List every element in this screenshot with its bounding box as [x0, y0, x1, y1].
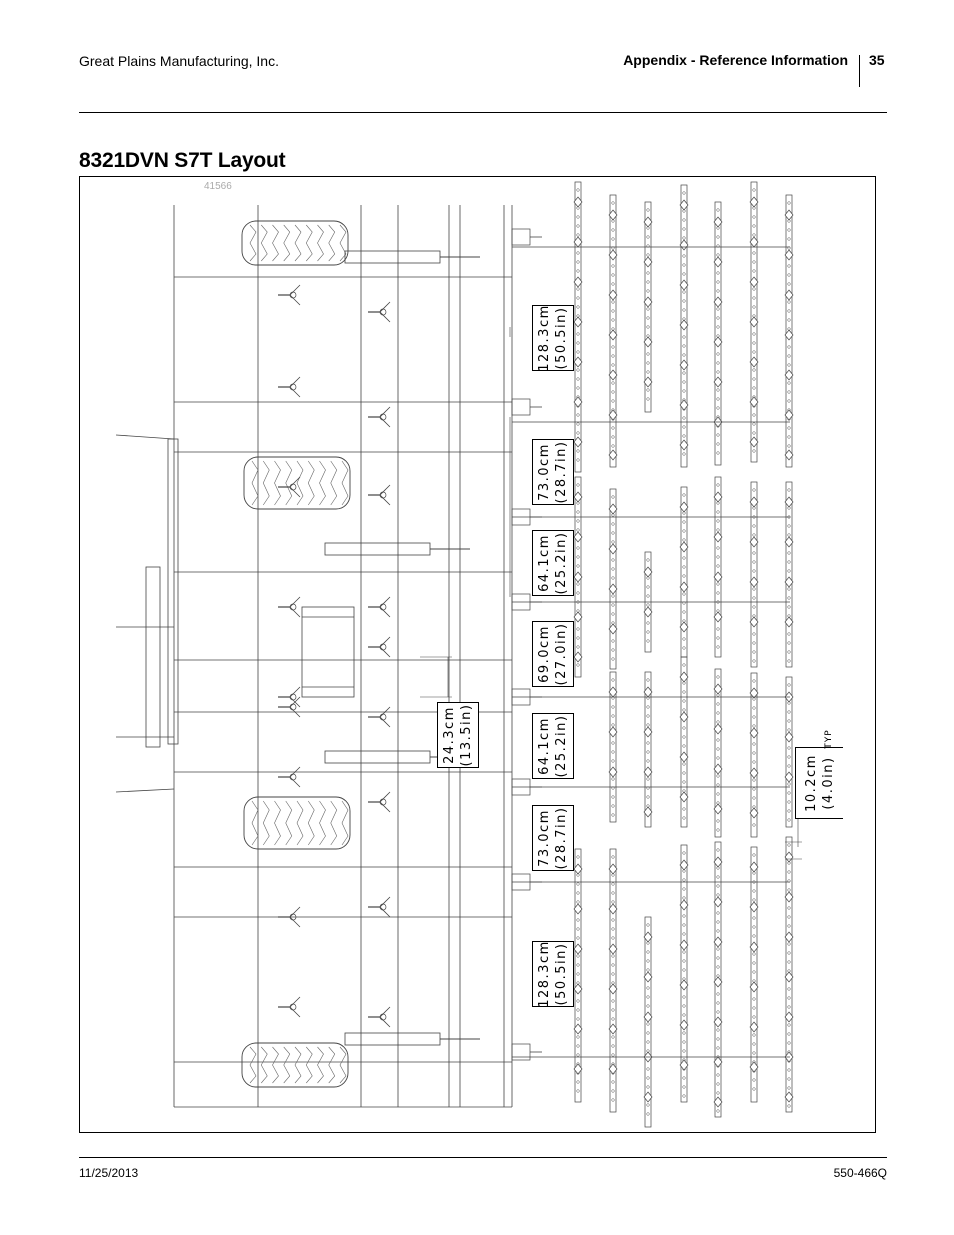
- dim-metric: 64.1cm: [537, 534, 552, 592]
- typ-label: TYP: [824, 729, 834, 749]
- dim-metric: 73.0cm: [537, 443, 552, 501]
- layout-figure: [79, 176, 876, 1133]
- header-divider: [859, 55, 860, 87]
- dim-box-5: [437, 702, 479, 768]
- dim-imperial: (28.7in): [554, 806, 569, 870]
- dim-imperial: (50.5in): [554, 942, 569, 1006]
- dim-box-9: [795, 747, 843, 819]
- figure-id: 41566: [204, 181, 232, 192]
- dim-box-3: [532, 530, 574, 596]
- dim-imperial: (27.0in): [554, 622, 569, 686]
- dim-imperial: (25.2in): [554, 714, 569, 778]
- page-number: 35: [869, 52, 885, 68]
- dim-metric: 73.0cm: [537, 809, 552, 867]
- dim-box-2: [532, 439, 574, 505]
- header-rule: [79, 112, 887, 113]
- footer-rule: [79, 1157, 887, 1158]
- page-title: 8321DVN S7T Layout: [79, 149, 286, 172]
- dim-metric: 24.3cm: [442, 706, 457, 764]
- footer-doc-number: 550-466Q: [833, 1166, 887, 1180]
- dim-box-1: [532, 305, 574, 371]
- dim-metric: 128.3cm: [537, 304, 552, 372]
- dim-metric: 64.1cm: [537, 717, 552, 775]
- dim-metric: 128.3cm: [537, 940, 552, 1008]
- dim-box-4: [532, 621, 574, 687]
- dim-metric: 10.2cm: [803, 754, 819, 812]
- footer-date: 11/25/2013: [79, 1166, 139, 1180]
- dim-imperial: (4.0in): [820, 756, 836, 810]
- dim-imperial: (13.5in): [459, 703, 474, 767]
- dim-box-8: [532, 941, 574, 1007]
- header-company: Great Plains Manufacturing, Inc.: [79, 53, 279, 69]
- dim-box-7: [532, 805, 574, 871]
- dim-imperial: (50.5in): [554, 306, 569, 370]
- dim-box-6: [532, 713, 574, 779]
- implement-drawing: [80, 177, 876, 1133]
- dim-imperial: (28.7in): [554, 440, 569, 504]
- header-section: Appendix - Reference Information: [623, 52, 848, 68]
- dim-imperial: (25.2in): [554, 531, 569, 595]
- dim-metric: 69.0cm: [537, 625, 552, 683]
